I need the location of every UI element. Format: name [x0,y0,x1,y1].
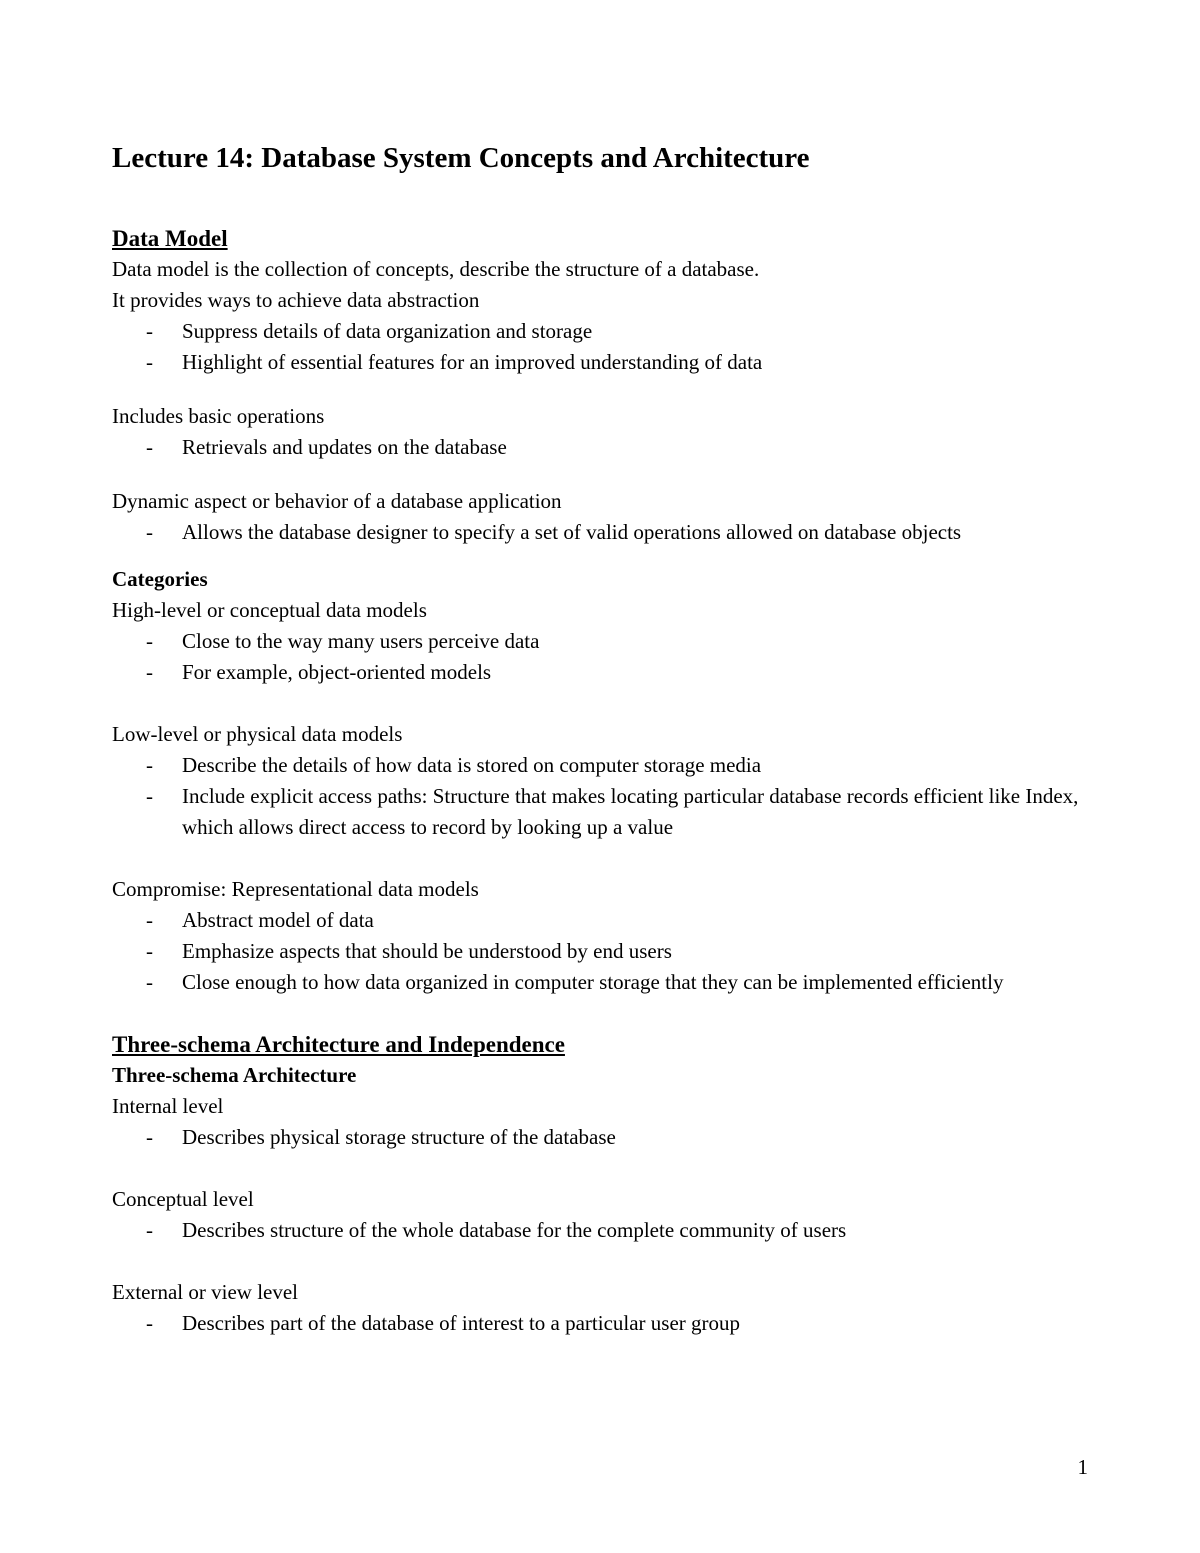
high-level-label: High-level or conceptual data models [112,598,427,622]
dynamic-list [112,517,1120,548]
data-abstraction-intro: It provides ways to achieve data abstraction [112,288,480,312]
list-item: - Emphasize aspects that should be understood by end users [146,939,672,963]
three-schema-subheading: Three-schema Architecture [112,1063,357,1087]
external-level-list [112,1308,1120,1339]
list-item: - For example, object-oriented models [146,660,492,684]
low-level-label: Low-level or physical data models [112,722,403,746]
basic-operations-label: Includes basic operations [112,404,325,428]
list-item: - Retrievals and updates on the database [146,435,507,459]
section-heading-three-schema: Three-schema Architecture and Independence [112,1032,565,1057]
abstraction-list [112,316,1120,378]
dynamic-aspect-label: Dynamic aspect or behavior of a database application [112,489,562,513]
compromise-label: Compromise: Representational data models [112,877,479,901]
high-level-list [112,626,1120,688]
list-item: - Describes physical storage structure of the database [146,1125,616,1149]
list-item: - Close to the way many users perceive data [146,629,540,653]
document-title: Lecture 14: Database System Concepts and Architecture [112,142,810,174]
list-item: - Describes structure of the whole database for the complete community of users [146,1218,847,1242]
data-model-intro: Data model is the collection of concepts, describe the structure of a database. [112,257,760,281]
page-number: 1 [1077,1455,1088,1479]
low-level-list [112,750,1120,843]
categories-heading: Categories [112,567,208,591]
list-item: - Highlight of essential features for an improved understanding of data [146,350,763,374]
list-item: - Close enough to how data organized in computer storage that they can be implemented efficiently [146,970,1004,994]
list-item: - Abstract model of data [146,908,374,932]
list-item: - Describes part of the database of interest to a particular user group [146,1311,741,1335]
internal-level-label: Internal level [112,1094,224,1118]
conceptual-level-label: Conceptual level [112,1187,254,1211]
list-item: - Allows the database designer to specify a set of valid operations allowed on database objects [146,520,962,544]
external-level-label: External or view level [112,1280,299,1304]
compromise-list [112,905,1120,998]
list-item: - Suppress details of data organization and storage [146,319,593,343]
section-heading-data-model: Data Model [112,226,228,251]
operations-list [112,432,1120,463]
list-item: - Include explicit access paths: Structure that makes locating particular database records efficient like Index, which allows direct access to record by looking up a value [146,784,1079,839]
conceptual-level-list [112,1215,1120,1246]
internal-level-list [112,1122,1120,1153]
list-item: - Describe the details of how data is stored on computer storage media [146,753,762,777]
